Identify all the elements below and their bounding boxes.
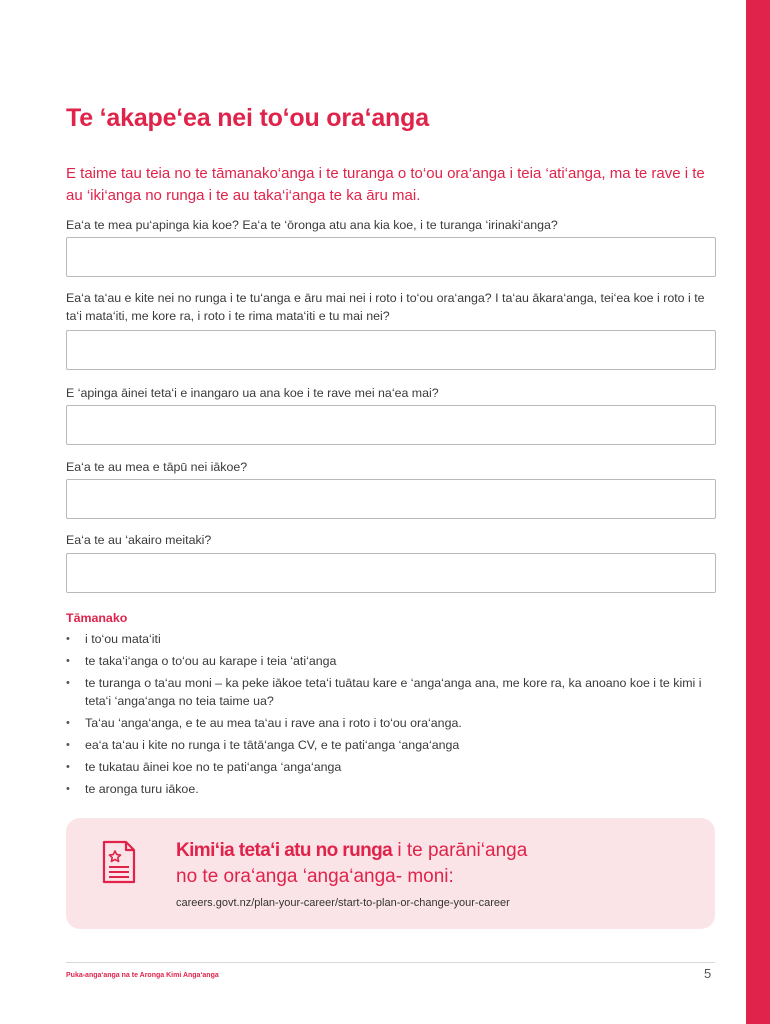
- intro-text: E taime tau teia no te tāmanako‘anga i te turanga o to‘ou ora‘anga i teia ‘ati‘anga, ma te rave i te au ‘iki‘anga no runga i te au taka‘i‘anga te ka āru mai.: [66, 165, 705, 204]
- list-item-text: te aronga turu iākoe.: [85, 782, 199, 796]
- answer-4-box[interactable]: [66, 479, 716, 519]
- bullet-icon: •: [66, 739, 70, 751]
- careers-link[interactable]: careers.govt.nz/plan-your-career/start-to-plan-or-change-your-career: [176, 897, 510, 909]
- bullet-icon: •: [66, 655, 70, 667]
- list-item: [66, 758, 706, 776]
- answer-2-box[interactable]: [66, 330, 716, 370]
- bullet-icon: •: [66, 783, 70, 795]
- list-item: [66, 780, 706, 798]
- footer-title: Puka-anga‘anga na te Aronga Kimi Anga‘anga: [66, 972, 219, 979]
- question-5-label: Ea‘a te au ‘akairo meitaki?: [66, 533, 212, 547]
- side-accent-bar: [746, 0, 770, 1024]
- info-heading-rest: i te parāni‘anga: [392, 840, 528, 861]
- question-4-label: Ea‘a te au mea e tāpū nei iākoe?: [66, 460, 248, 474]
- list-item: [66, 736, 706, 754]
- question-1-label: Ea‘a te mea pu‘apinga kia koe? Ea‘a te ‘ōronga atu ana kia koe, i te turanga ‘irinaki‘anga?: [66, 218, 558, 232]
- page-number: 5: [704, 966, 712, 981]
- list-item: [66, 674, 706, 710]
- list-item-text: te tukatau āinei koe no te pati‘anga ‘anga‘anga: [85, 760, 342, 774]
- considerations-list: [66, 630, 706, 802]
- list-item-text: i to‘ou mata‘iti: [85, 632, 161, 646]
- info-heading-emphasis: Kimi‘ia teta‘i atu no runga: [176, 840, 393, 861]
- list-item-text: Ta‘au ‘anga‘anga, e te au mea ta‘au i rave ana i roto i to‘ou ora‘anga.: [85, 716, 462, 730]
- question-3-label: E ‘apinga āinei teta‘i e inangaro ua ana koe i te rave mei na‘ea mai?: [66, 386, 439, 400]
- list-item: [66, 652, 706, 670]
- info-panel: [66, 818, 715, 929]
- document-icon: [102, 840, 136, 884]
- page-title: Te ‘akape‘ea nei to‘ou ora‘anga: [66, 104, 429, 132]
- bullet-icon: •: [66, 677, 70, 689]
- bullet-icon: •: [66, 761, 70, 773]
- list-item-text: ea‘a ta‘au i kite no runga i te tātā‘anga CV, e te pati‘anga ‘anga‘anga: [85, 738, 460, 752]
- list-item: [66, 630, 706, 648]
- list-item-text: te turanga o ta‘au moni – ka peke iākoe teta‘i tuātau kare e ‘anga‘anga ana, me kore ra, ka anoano koe i te kimi i teta‘i ‘anga‘anga no teia taime ua?: [85, 676, 702, 708]
- answer-5-box[interactable]: [66, 553, 716, 593]
- considerations-heading: Tāmanako: [66, 611, 128, 625]
- info-heading: [176, 838, 696, 864]
- answer-1-box[interactable]: [66, 237, 716, 277]
- bullet-icon: •: [66, 717, 70, 729]
- list-item-text: te taka‘i‘anga o to‘ou au karape i teia ‘ati‘anga: [85, 654, 337, 668]
- bullet-icon: •: [66, 633, 70, 645]
- answer-3-box[interactable]: [66, 405, 716, 445]
- info-heading-line2: no te ora‘anga ‘anga‘anga- moni:: [176, 866, 454, 887]
- question-2-label: Ea‘a ta‘au e kite nei no runga i te tu‘anga e āru mai nei i roto i to‘ou ora‘anga? I ta‘au ākara‘anga, tei‘ea koe i roto i te ta‘i mata‘iti, me kore ra, i roto i te rima mata‘iti e tu mai nei?: [66, 291, 705, 323]
- footer-divider: [66, 962, 715, 963]
- list-item: [66, 714, 706, 732]
